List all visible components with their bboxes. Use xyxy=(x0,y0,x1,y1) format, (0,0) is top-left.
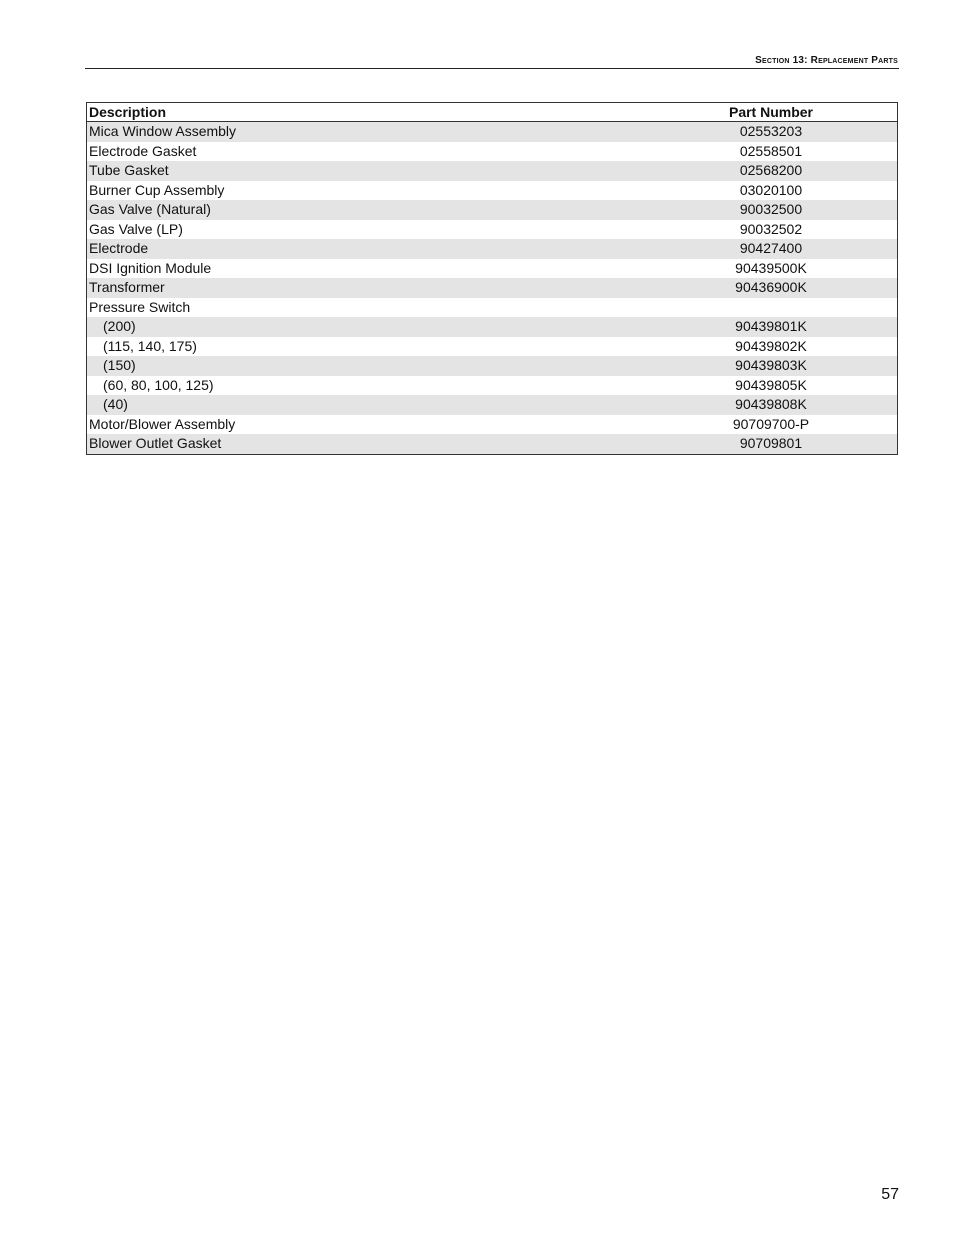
part-number: 03020100 xyxy=(739,181,803,198)
table-row xyxy=(87,181,898,201)
table-row xyxy=(87,356,898,376)
part-number: 02553203 xyxy=(645,122,898,142)
part-number: 90439805K xyxy=(735,376,807,393)
replacement-parts-table xyxy=(86,102,898,455)
table-row xyxy=(87,259,898,279)
table-row xyxy=(87,122,898,142)
table-row xyxy=(87,337,898,357)
table-row xyxy=(87,278,898,298)
table-header-row xyxy=(87,103,898,122)
part-description: Burner Cup Assembly xyxy=(89,181,225,198)
part-description: Motor/Blower Assembly xyxy=(89,415,236,432)
part-description: (40) xyxy=(87,395,646,415)
part-number: 90439808K xyxy=(645,395,898,415)
part-description: Tube Gasket xyxy=(87,161,646,181)
part-description: Transformer xyxy=(87,278,646,298)
part-description: (60, 80, 100, 125) xyxy=(103,376,214,393)
part-description: Mica Window Assembly xyxy=(87,122,646,142)
table-row xyxy=(87,415,898,435)
part-description: (200) xyxy=(87,317,646,337)
page-number: 57 xyxy=(881,1186,899,1203)
part-number: 90439801K xyxy=(645,317,898,337)
table-row xyxy=(87,395,898,415)
table-row xyxy=(87,376,898,396)
table-row xyxy=(87,220,898,240)
part-number: 90032500 xyxy=(645,200,898,220)
part-number: 90439500K xyxy=(735,259,807,276)
part-description: Electrode Gasket xyxy=(89,142,197,159)
part-description: Gas Valve (Natural) xyxy=(87,200,646,220)
part-number: 90032502 xyxy=(739,220,803,237)
part-number: 90439803K xyxy=(645,356,898,376)
part-description: Blower Outlet Gasket xyxy=(87,434,646,454)
part-number xyxy=(645,298,898,318)
page-header xyxy=(85,50,899,69)
table-row xyxy=(87,142,898,162)
column-header-part-number: Part Number xyxy=(645,103,898,122)
table-row xyxy=(87,434,898,454)
part-number: 90436900K xyxy=(645,278,898,298)
part-description: (115, 140, 175) xyxy=(103,337,197,354)
table-row xyxy=(87,239,898,259)
part-description: DSI Ignition Module xyxy=(89,259,212,276)
part-description: Pressure Switch xyxy=(89,298,191,315)
part-number: 90427400 xyxy=(645,239,898,259)
part-description: Electrode xyxy=(87,239,646,259)
table-body xyxy=(87,122,898,455)
table-row xyxy=(87,200,898,220)
section-title: Section 13: Replacement Parts xyxy=(755,55,898,66)
part-number: 90709700-P xyxy=(732,415,810,432)
part-description: (150) xyxy=(87,356,646,376)
part-number: 02558501 xyxy=(739,142,803,159)
column-header-description: Description xyxy=(87,103,646,122)
part-description: Gas Valve (LP) xyxy=(89,220,183,237)
table-row xyxy=(87,161,898,181)
part-number: 90439802K xyxy=(735,337,807,354)
table-row xyxy=(87,317,898,337)
table-row xyxy=(87,298,898,318)
part-number: 90709801 xyxy=(645,434,898,454)
part-number: 02568200 xyxy=(645,161,898,181)
